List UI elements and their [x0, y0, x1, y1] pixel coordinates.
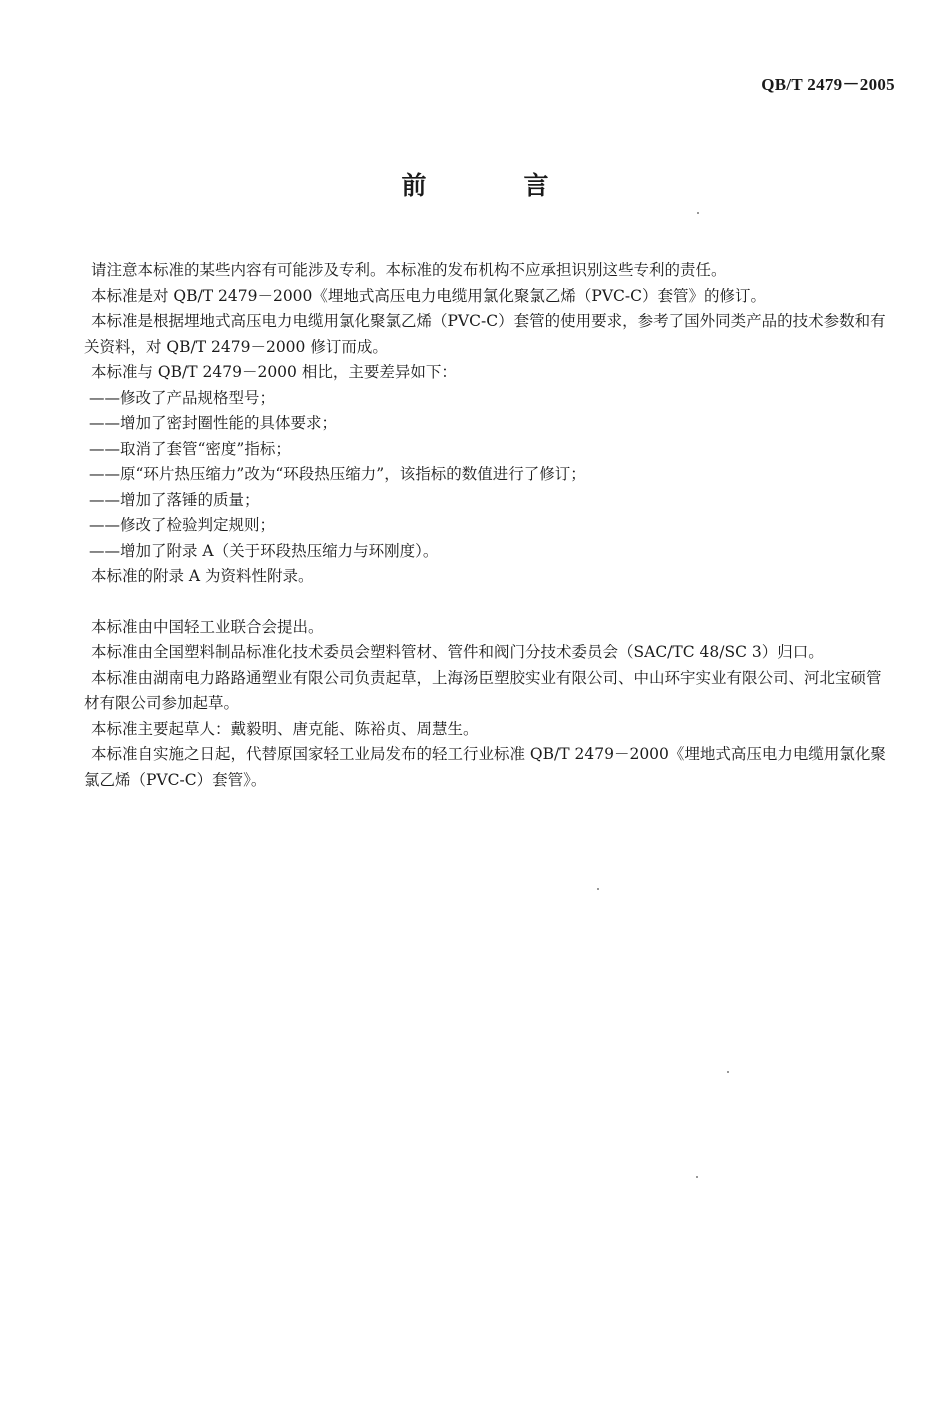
- paragraph-revision-of: 本标准是对 QB/T 2479－2000《埋地式高压电力电缆用氯化聚氯乙烯（PVC-C）套管》的修订。: [91, 286, 766, 305]
- paragraph-differences-intro: 本标准与 QB/T 2479－2000 相比，主要差异如下：: [91, 363, 457, 381]
- paragraph-main-drafters: 本标准主要起草人：戴毅明、唐克能、陈裕贞、周慧生。: [91, 719, 479, 738]
- paragraph-basis: 本标准是根据埋地式高压电力电缆用氯化聚氯乙烯（PVC-C）套管的使用要求，参考了国外同类产品的技术参数和有关资料，对 QB/T 2479－2000 修订而成。: [84, 312, 886, 356]
- list-item: ——取消了套管“密度”指标；: [89, 439, 291, 458]
- section-spacer: [84, 590, 896, 615]
- standard-code: QB/T 2479－2005: [761, 75, 895, 94]
- paragraph-supersedes: 本标准自实施之日起，代替原国家轻工业局发布的轻工行业标准 QB/T 2479－2000《埋地式高压电力电缆用氯化聚氯乙烯（PVC-C）套管》。: [84, 745, 886, 789]
- scan-speck: [696, 1176, 698, 1178]
- paragraph-patent-notice: 请注意本标准的某些内容有可能涉及专利。本标准的发布机构不应承担识别这些专利的责任。: [91, 261, 727, 279]
- list-item: ——增加了密封圈性能的具体要求；: [89, 414, 338, 432]
- scan-speck: [697, 212, 699, 214]
- paragraph-centralized-by: 本标准由全国塑料制品标准化技术委员会塑料管材、管件和阀门分技术委员会（SAC/TC 48/SC 3）归口。: [91, 643, 824, 661]
- list-item: ——增加了附录 A（关于环段热压缩力与环刚度）。: [89, 541, 439, 560]
- scan-speck: [727, 1071, 729, 1073]
- scan-speck: [597, 888, 599, 890]
- paragraph-drafted-by: 本标准由湖南电力路路通塑业有限公司负责起草，上海汤臣塑胶实业有限公司、中山环宇实业有限公司、河北宝硕管材有限公司参加起草。: [84, 668, 882, 712]
- page-title: 前 言: [401, 171, 585, 200]
- foreword-body: [84, 258, 896, 793]
- list-item: ——修改了产品规格型号；: [89, 388, 276, 407]
- list-item: ——增加了落锤的质量；: [89, 490, 260, 509]
- list-item: ——修改了检验判定规则；: [89, 516, 276, 534]
- paragraph-appendix-note: 本标准的附录 A 为资料性附录。: [91, 567, 314, 585]
- paragraph-proposed-by: 本标准由中国轻工业联合会提出。: [91, 617, 324, 636]
- list-item: ——原“环片热压缩力”改为“环段热压缩力”，该指标的数值进行了修订；: [89, 465, 586, 483]
